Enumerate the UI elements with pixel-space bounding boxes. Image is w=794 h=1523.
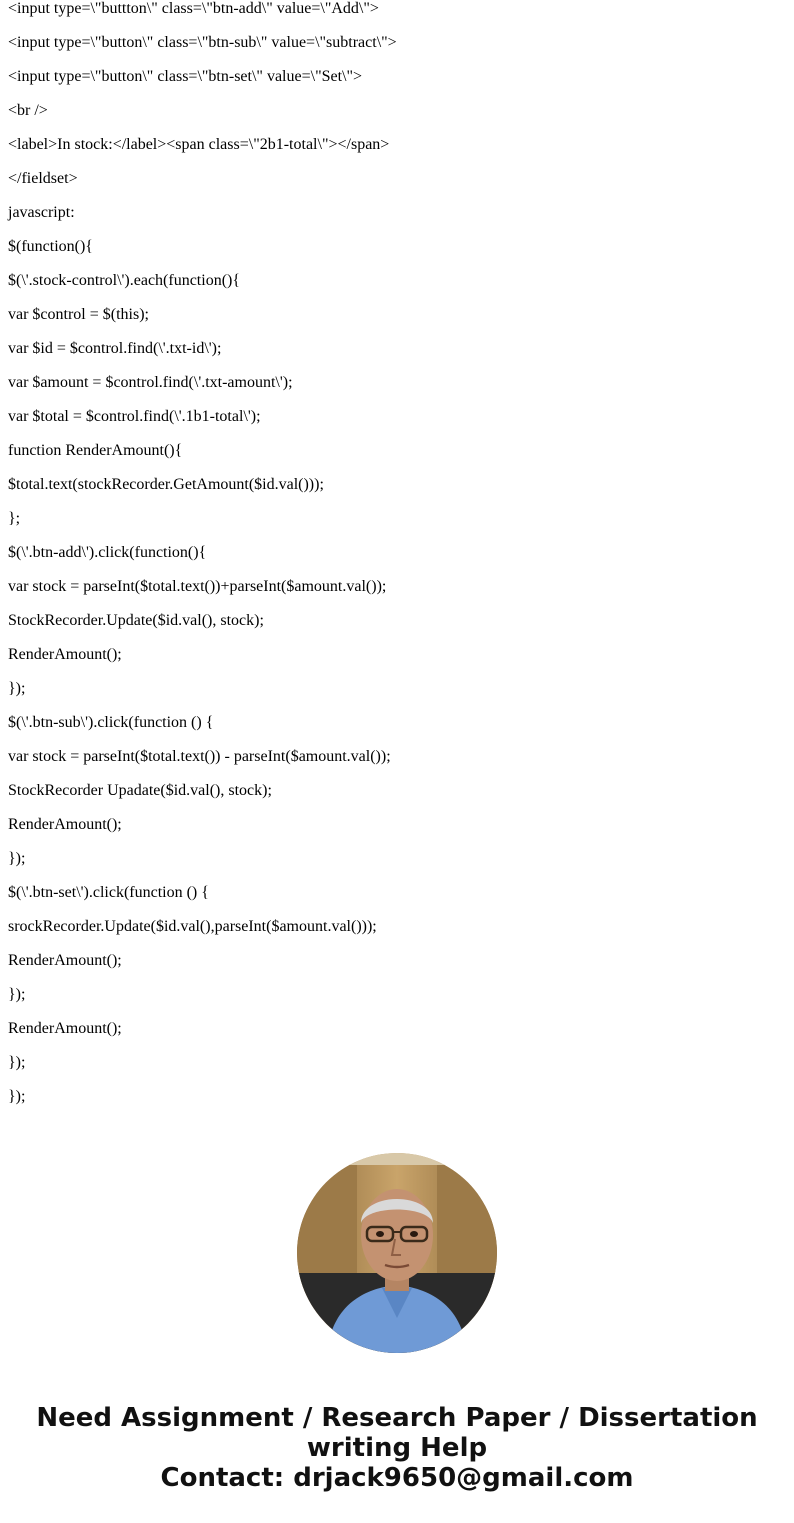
code-line: function RenderAmount(){	[8, 442, 183, 459]
code-line: StockRecorder Upadate($id.val(), stock);	[8, 782, 272, 799]
code-line: <input type=\"button\" class=\"btn-sub\" value=\"subtract\">	[8, 34, 397, 51]
code-line: $(\'.stock-control\').each(function(){	[8, 272, 241, 289]
code-line: });	[8, 1054, 26, 1071]
code-line: });	[8, 850, 26, 867]
code-snippet	[8, 0, 788, 1122]
code-line: srockRecorder.Update($id.val(),parseInt($amount.val()));	[8, 918, 377, 935]
code-line: });	[8, 986, 26, 1003]
promo-line-1: Need Assignment / Research Paper / Dissertation	[36, 1403, 758, 1433]
code-line: $(\'.btn-set\').click(function () {	[8, 884, 209, 901]
author-photo-avatar	[297, 1153, 497, 1353]
code-line: RenderAmount();	[8, 952, 122, 969]
code-line: RenderAmount();	[8, 646, 122, 663]
code-line: $(function(){	[8, 238, 93, 255]
promo-line-2: writing Help	[306, 1433, 488, 1463]
code-line: var $id = $control.find(\'.txt-id\');	[8, 340, 222, 357]
code-line: RenderAmount();	[8, 1020, 122, 1037]
code-line: $(\'.btn-add\').click(function(){	[8, 544, 207, 561]
code-line: });	[8, 680, 26, 697]
code-line: <br />	[8, 102, 48, 119]
person-portrait-icon	[297, 1153, 497, 1353]
code-line: $total.text(stockRecorder.GetAmount($id.val()));	[8, 476, 324, 493]
promo-line-3: Contact: drjack9650@gmail.com	[160, 1463, 634, 1493]
code-line: StockRecorder.Update($id.val(), stock);	[8, 612, 264, 629]
code-line: var stock = parseInt($total.text())+parseInt($amount.val());	[8, 578, 387, 595]
code-line: </fieldset>	[8, 170, 78, 187]
code-line: <input type=\"button\" class=\"btn-set\" value=\"Set\">	[8, 68, 363, 85]
code-line: var $total = $control.find(\'.1b1-total\');	[8, 408, 261, 425]
code-line: var stock = parseInt($total.text()) - parseInt($amount.val());	[8, 748, 391, 765]
code-line: var $control = $(this);	[8, 306, 149, 323]
code-line: };	[8, 510, 21, 527]
code-line: });	[8, 1088, 26, 1105]
code-line: var $amount = $control.find(\'.txt-amount\');	[8, 374, 293, 391]
code-line: $(\'.btn-sub\').click(function () {	[8, 714, 214, 731]
code-line: <input type=\"buttton\" class=\"btn-add\" value=\"Add\">	[8, 0, 379, 17]
code-line: <label>In stock:</label><span class=\"2b1-total\"></span>	[8, 136, 390, 153]
code-line: RenderAmount();	[8, 816, 122, 833]
code-line: javascript:	[8, 204, 75, 221]
promo-banner	[0, 1403, 794, 1493]
